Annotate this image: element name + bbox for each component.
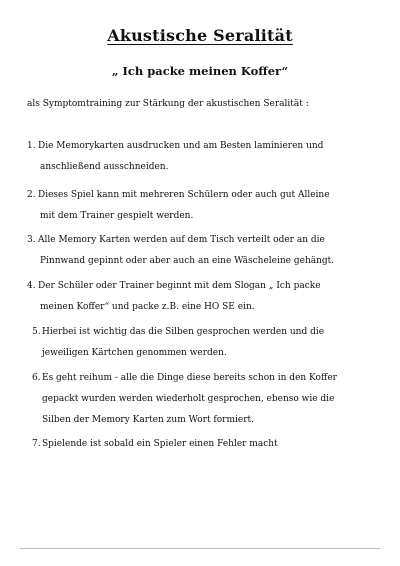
item-line: meinen Koffer“ und packe z.B. eine HO SE ein. [40,302,255,312]
item-number: 2. [27,190,36,200]
page-subtitle: „ Ich packe meinen Koffer“ [111,64,289,78]
item-line: Die Memorykarten ausdrucken und am Besten laminieren und [38,141,324,151]
item-line: Es geht reihum - alle die Dinge diese bereits schon in den Koffer [42,373,337,383]
item-number: 4. [27,281,36,291]
item-line: mit dem Trainer gespielt werden. [40,211,194,221]
footer-divider [20,548,380,549]
item-number: 7. [32,439,41,449]
item-line: Der Schüler oder Trainer beginnt mit dem Slogan „ Ich packe [38,281,321,291]
item-number: 3. [27,235,36,245]
item-line: Dieses Spiel kann mit mehreren Schülern oder auch gut Alleine [38,190,330,200]
page-title: Akustische Seralität [107,26,293,45]
item-line: jeweiligen Kärtchen genommen werden. [42,348,227,358]
item-line: Silben der Memory Karten zum Wort formiert. [42,415,254,425]
item-line: Pinnwand gepinnt oder aber auch an eine Wäscheleine gehängt. [40,256,335,266]
item-number: 1. [27,141,36,151]
item-number: 6. [32,373,41,383]
item-line: gepackt wurden werden wiederholt gesprochen, ebenso wie die [42,394,335,404]
item-line: Alle Memory Karten werden auf dem Tisch verteilt oder an die [38,235,325,245]
item-line: anschließend ausschneiden. [40,162,169,172]
item-line: Hierbei ist wichtig das die Silben gesprochen werden und die [42,327,325,337]
item-line: Spielende ist sobald ein Spieler einen Fehler macht [42,439,278,449]
intro-text: als Symptomtraining zur Stärkung der akustischen Seralität : [27,99,309,109]
item-number: 5. [32,327,41,337]
